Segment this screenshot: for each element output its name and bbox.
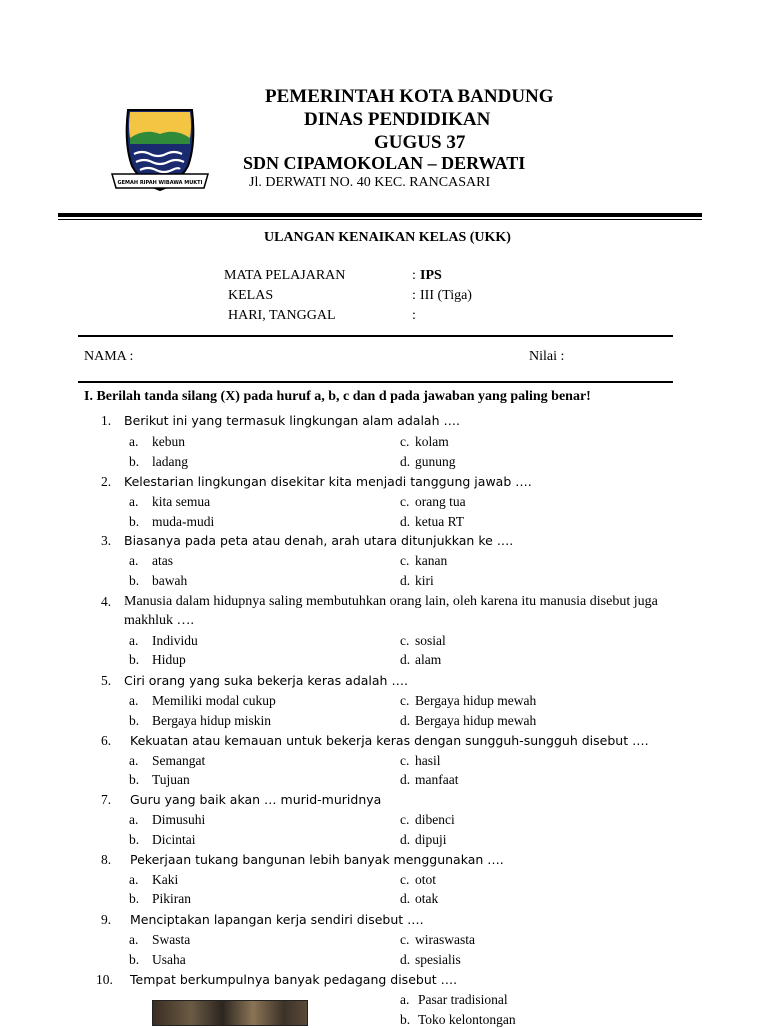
question-number: 4. bbox=[101, 594, 112, 609]
school-logo bbox=[110, 104, 210, 200]
option-letter: a. bbox=[129, 812, 139, 827]
option-c: kanan bbox=[415, 553, 448, 568]
header-line-2: DINAS PENDIDIKAN bbox=[304, 109, 491, 130]
option-letter: b. bbox=[129, 573, 140, 588]
option-c: otot bbox=[415, 872, 437, 887]
option-letter: b. bbox=[129, 713, 140, 728]
question-number: 10. bbox=[96, 972, 113, 987]
option-letter: d. bbox=[400, 514, 411, 529]
question-number: 2. bbox=[101, 474, 112, 489]
field-value-subject: IPS bbox=[420, 268, 442, 283]
question-text: Kekuatan atau kemauan untuk bekerja keras dengan sungguh-sungguh disebut …. bbox=[130, 733, 649, 748]
question-text: Menciptakan lapangan kerja sendiri disebut …. bbox=[130, 912, 424, 927]
option-c: Bergaya hidup mewah bbox=[415, 693, 537, 708]
option-letter: c. bbox=[400, 553, 410, 568]
option-letter: c. bbox=[400, 812, 410, 827]
info-divider-top bbox=[78, 335, 673, 337]
option-letter: b. bbox=[129, 514, 140, 529]
option-d: dipuji bbox=[415, 832, 447, 847]
field-sep-date: : bbox=[412, 308, 416, 323]
field-sep-subject: : bbox=[412, 268, 416, 283]
option-b: Toko kelontongan bbox=[418, 1012, 516, 1027]
question-text: Kelestarian lingkungan disekitar kita menjadi tanggung jawab …. bbox=[124, 474, 532, 489]
info-divider-bottom bbox=[78, 381, 673, 383]
header-line-3: GUGUS 37 bbox=[374, 132, 466, 153]
option-d: Bergaya hidup mewah bbox=[415, 713, 537, 728]
question-text-continued: makhluk …. bbox=[124, 613, 194, 628]
header-divider-thick bbox=[58, 213, 702, 217]
option-letter: c. bbox=[400, 872, 410, 887]
field-sep-class: : bbox=[412, 288, 416, 303]
option-letter: a. bbox=[129, 553, 139, 568]
option-a: kebun bbox=[152, 434, 185, 449]
svg-text:GEMAH RIPAH WIBAWA MUKTI: GEMAH RIPAH WIBAWA MUKTI bbox=[117, 180, 203, 186]
question-number: 3. bbox=[101, 533, 112, 548]
option-a: kita semua bbox=[152, 494, 211, 509]
option-letter: a. bbox=[129, 872, 139, 887]
question-text: Manusia dalam hidupnya saling membutuhkan orang lain, oleh karena itu manusia disebut juga bbox=[124, 594, 658, 609]
question-text: Biasanya pada peta atau denah, arah utara ditunjukkan ke …. bbox=[124, 533, 514, 548]
option-letter: b. bbox=[129, 652, 140, 667]
question-number: 5. bbox=[101, 673, 112, 688]
field-label-date: HARI, TANGGAL bbox=[228, 308, 336, 323]
option-b: Bergaya hidup miskin bbox=[152, 713, 271, 728]
option-a: atas bbox=[152, 553, 173, 568]
field-label-subject: MATA PELAJARAN bbox=[224, 268, 346, 283]
option-a: Individu bbox=[152, 633, 198, 648]
question-text: Tempat berkumpulnya banyak pedagang disebut …. bbox=[130, 972, 458, 987]
option-d: manfaat bbox=[415, 772, 459, 787]
option-letter: a. bbox=[129, 434, 139, 449]
option-letter: a. bbox=[400, 992, 410, 1007]
option-b: Tujuan bbox=[152, 772, 190, 787]
option-letter: d. bbox=[400, 713, 411, 728]
option-letter: d. bbox=[400, 652, 411, 667]
option-d: gunung bbox=[415, 454, 456, 469]
option-c: dibenci bbox=[415, 812, 455, 827]
option-c: sosial bbox=[415, 633, 446, 648]
option-b: Hidup bbox=[152, 652, 186, 667]
option-c: kolam bbox=[415, 434, 449, 449]
option-a: Dimusuhi bbox=[152, 812, 206, 827]
option-letter: b. bbox=[129, 891, 140, 906]
option-d: otak bbox=[415, 891, 439, 906]
option-letter: d. bbox=[400, 573, 411, 588]
option-letter: c. bbox=[400, 434, 410, 449]
option-letter: d. bbox=[400, 891, 411, 906]
option-letter: b. bbox=[129, 832, 140, 847]
option-letter: a. bbox=[129, 633, 139, 648]
option-b: Usaha bbox=[152, 952, 186, 967]
option-letter: d. bbox=[400, 832, 411, 847]
question-text: Pekerjaan tukang bangunan lebih banyak menggunakan …. bbox=[130, 852, 504, 867]
exam-title: ULANGAN KENAIKAN KELAS (UKK) bbox=[264, 230, 511, 245]
option-b: Pikiran bbox=[152, 891, 191, 906]
question-number: 1. bbox=[101, 413, 112, 428]
option-a: Memiliki modal cukup bbox=[152, 693, 276, 708]
option-c: orang tua bbox=[415, 494, 466, 509]
option-a: Swasta bbox=[152, 932, 191, 947]
option-a: Pasar tradisional bbox=[418, 992, 508, 1007]
option-letter: b. bbox=[129, 454, 140, 469]
field-value-class: III (Tiga) bbox=[420, 288, 472, 303]
option-b: Dicintai bbox=[152, 832, 196, 847]
option-b: ladang bbox=[152, 454, 188, 469]
option-letter: c. bbox=[400, 633, 410, 648]
option-d: kiri bbox=[415, 573, 434, 588]
option-letter: b. bbox=[129, 772, 140, 787]
market-photo bbox=[152, 1000, 308, 1026]
field-label-class: KELAS bbox=[228, 288, 274, 303]
name-label: NAMA : bbox=[84, 349, 134, 364]
school-name: SDN CIPAMOKOLAN – DERWATI bbox=[243, 153, 526, 173]
question-number: 7. bbox=[101, 792, 112, 807]
option-letter: d. bbox=[400, 454, 411, 469]
option-letter: a. bbox=[129, 494, 139, 509]
option-d: alam bbox=[415, 652, 442, 667]
school-address: Jl. DERWATI NO. 40 KEC. RANCASARI bbox=[249, 175, 491, 190]
option-letter: c. bbox=[400, 494, 410, 509]
option-letter: a. bbox=[129, 932, 139, 947]
question-text: Berikut ini yang termasuk lingkungan alam adalah …. bbox=[124, 413, 460, 428]
question-number: 6. bbox=[101, 733, 112, 748]
option-letter: c. bbox=[400, 693, 410, 708]
question-text: Ciri orang yang suka bekerja keras adalah …. bbox=[124, 673, 408, 688]
option-d: spesialis bbox=[415, 952, 461, 967]
header-line-1: PEMERINTAH KOTA BANDUNG bbox=[265, 86, 554, 107]
option-letter: c. bbox=[400, 932, 410, 947]
crest-icon bbox=[110, 104, 210, 200]
question-text: Guru yang baik akan … murid-muridnya bbox=[130, 792, 382, 807]
option-b: bawah bbox=[152, 573, 188, 588]
option-letter: b. bbox=[129, 952, 140, 967]
question-number: 8. bbox=[101, 852, 112, 867]
score-label: Nilai : bbox=[529, 349, 565, 364]
option-letter: d. bbox=[400, 952, 411, 967]
option-letter: c. bbox=[400, 753, 410, 768]
option-a: Kaki bbox=[152, 872, 179, 887]
option-letter: a. bbox=[129, 693, 139, 708]
option-a: Semangat bbox=[152, 753, 206, 768]
option-c: wiraswasta bbox=[415, 932, 475, 947]
header-divider-thin bbox=[58, 219, 702, 220]
option-letter: d. bbox=[400, 772, 411, 787]
option-letter: a. bbox=[129, 753, 139, 768]
section-instruction: I. Berilah tanda silang (X) pada huruf a, b, c dan d pada jawaban yang paling benar! bbox=[84, 389, 591, 404]
option-c: hasil bbox=[415, 753, 441, 768]
option-d: ketua RT bbox=[415, 514, 465, 529]
option-b: muda-mudi bbox=[152, 514, 215, 529]
option-letter: b. bbox=[400, 1012, 411, 1027]
question-number: 9. bbox=[101, 912, 112, 927]
